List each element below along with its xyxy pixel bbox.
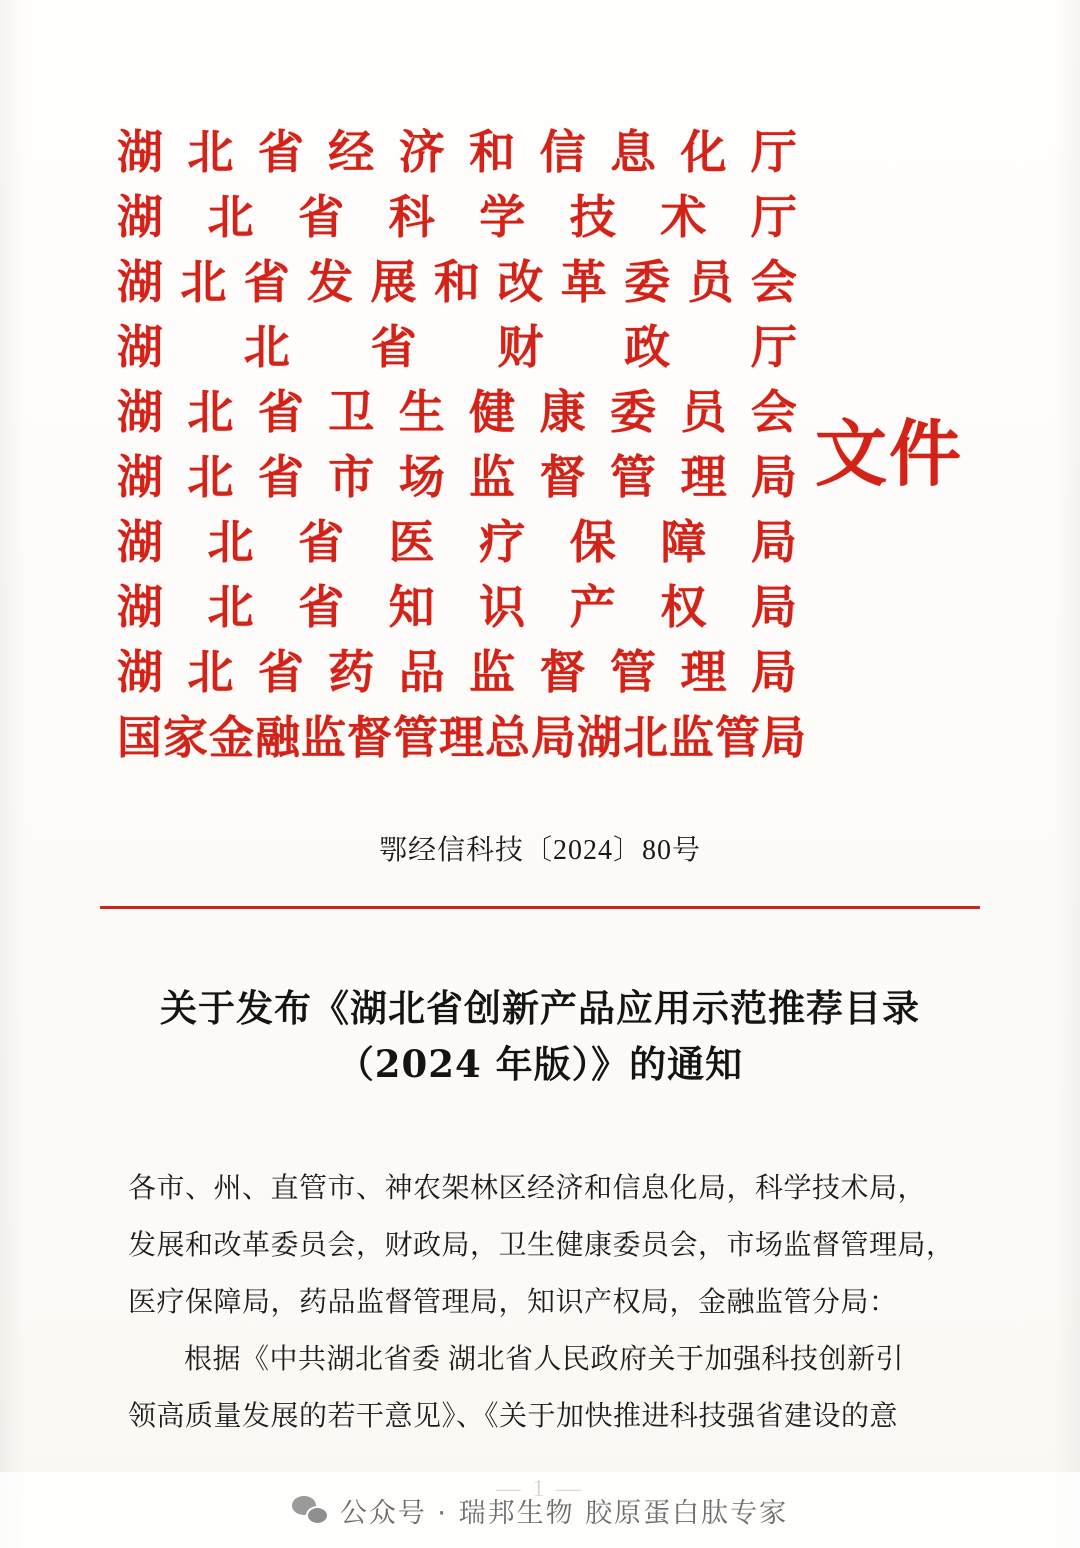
body-line: 领高质量发展的若干意见》、《关于加快推进科技强省建设的意: [128, 1401, 899, 1432]
masthead: [0, 120, 1080, 770]
agency-name-list: [116, 120, 807, 770]
page-title-line2: （2024 年版）》的通知: [336, 1042, 744, 1086]
agency-name: 湖 北 省 医 疗 保 障 局: [116, 515, 797, 569]
agency-name: 湖 北 省 财 政 厅: [116, 320, 797, 374]
agency-name: 湖 北 省 发 展 和 改 革 委 员 会: [116, 255, 797, 309]
agency-name: 湖 北 省 卫 生 健 康 委 员 会: [116, 385, 797, 439]
agency-name: 湖 北 省 经 济 和 信 息 化 厅: [116, 125, 797, 179]
document-body: [128, 1160, 968, 1445]
footer-watermark: [0, 1472, 1080, 1548]
body-line: 医疗保障局，药品监督管理局，知识产权局，金融监管分局：: [128, 1287, 898, 1318]
wechat-icon: [292, 1496, 326, 1524]
document-number: 鄂经信科技〔2024〕80号: [378, 835, 701, 866]
footer-watermark-text: 公众号 · 瑞邦生物 胶原蛋白肽专家: [339, 1497, 789, 1529]
agency-name: 湖 北 省 市 场 监 督 管 理 局: [116, 450, 797, 504]
page-title: [110, 980, 970, 1092]
body-line: 根据《中共湖北省委 湖北省人民政府关于加强科技创新引: [184, 1344, 905, 1375]
document-word: 文件: [814, 411, 963, 496]
agency-name: 国家金融监督管理总局湖北监管局: [116, 711, 807, 764]
body-line: 各市、州、直管市、神农架林区经济和信息化局，科学技术局，: [128, 1173, 927, 1204]
page-title-line1: 关于发布《湖北省创新产品应用示范推荐目录: [160, 986, 920, 1030]
red-divider-rule: [100, 906, 980, 909]
body-line: 发展和改革委员会，财政局，卫生健康委员会，市场监督管理局，: [128, 1230, 955, 1261]
agency-name: 湖 北 省 科 学 技 术 厅: [116, 190, 797, 244]
agency-name: 湖 北 省 知 识 产 权 局: [116, 580, 797, 634]
agency-name: 湖 北 省 药 品 监 督 管 理 局: [116, 645, 797, 699]
